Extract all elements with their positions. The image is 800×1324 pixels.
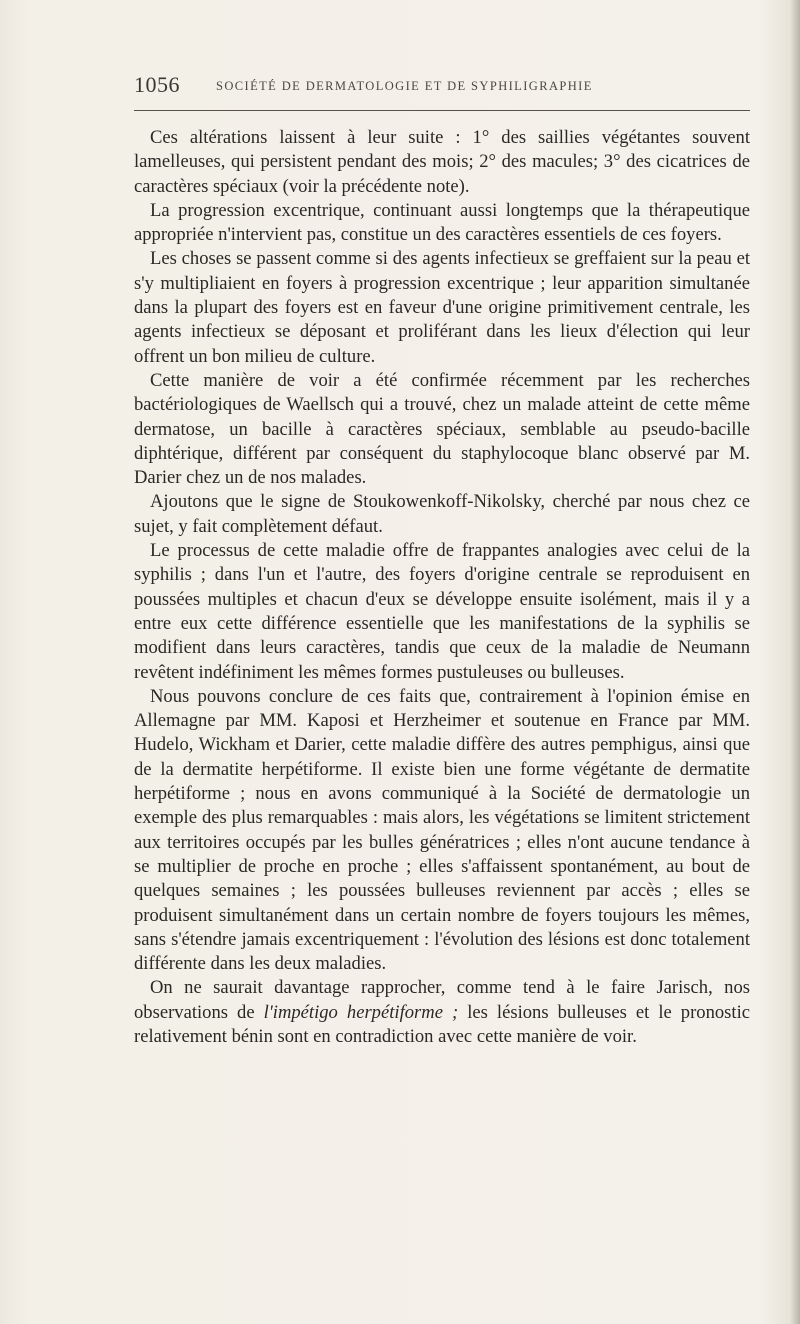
paragraph-8-start: On ne saurait davantage rapprocher, comme tend à le faire Jarisch, nos observations de — [134, 977, 750, 1023]
paragraph-8-end: les lésions bulleuses et le pronostic relativement bénin sont en contradiction avec cette manière de voir. — [134, 1001, 751, 1047]
paragraph-6: Le processus de cette maladie offre de frappantes analogies avec celui de la syphilis ; dans l'un et l'autre, des foyers d'origine centrale se reproduisent en poussées multiples et chacun d'eux se développe ensuite isolément, mais il y a entre eux cette différence essentielle que les manifestations de la syphilis se modifient dans leurs caractères, tandis que ceux de la maladie de Neumann revêtent indéfiniment les mêmes formes pustuleuses ou bulleuses. — [134, 540, 750, 683]
paragraph-1: Ces altérations laissent à leur suite : 1° des saillies végétantes souvent lamelleuses, qui persistent pendant des mois; 2° des macules; 3° des cicatrices de caractères spéciaux (voir la précédente note). — [134, 127, 750, 197]
running-head: SOCIÉTÉ DE DERMATOLOGIE ET DE SYPHILIGRAPHIE — [216, 79, 593, 93]
page-number: 1056 — [134, 72, 180, 97]
body-text — [134, 126, 750, 1049]
header-rule — [134, 110, 750, 111]
paragraph-8 — [134, 976, 750, 1049]
page-edge-shadow — [790, 0, 800, 1324]
paragraph-5: Ajoutons que le signe de Stoukowenkoff-Nikolsky, cherché par nous chez ce sujet, y fait complètement défaut. — [134, 491, 750, 537]
paragraph-2: La progression excentrique, continuant aussi longtemps que la thérapeutique appropriée n'intervient pas, constitue un des caractères essentiels de ces foyers. — [134, 199, 750, 246]
page-header — [134, 72, 750, 106]
paragraph-3: Les choses se passent comme si des agents infectieux se greffaient sur la peau et s'y multipliaient en foyers à progression excentrique ; leur apparition simultanée dans la plupart des foyers est en faveur d'une origine primitivement centrale, les agents infectieux se déposant et proliférant dans les lieux d'élection qui leur offrent un bon milieu de culture. — [134, 248, 750, 367]
paragraph-7: Nous pouvons conclure de ces faits que, contrairement à l'opinion émise en Allemagne par MM. Kaposi et Herzheimer et soutenue en France par MM. Hudelo, Wickham et Darier, cette maladie diffère des autres pemphigus, ainsi que de la dermatite herpétiforme. Il existe bien une forme végétante de dermatite herpétiforme ; nous en avons communiqué à la Société de dermatologie un exemple des plus remarquables : mais alors, les végétations se limitent strictement aux territoires occupés par les bulles génératrices ; elles n'ont aucune tendance à se multiplier de proche en proche ; elles s'affaissent spontanément, au bout de quelques semaines ; les poussées bulleuses reviennent par accès ; elles se produisent simultanément dans un certain nombre de foyers toujours les mêmes, sans s'étendre jamais excentriquement : l'évolution des lésions est donc totalement différente dans les deux maladies. — [134, 685, 750, 975]
paragraph-8-italic-term: l'impétigo herpétiforme ; — [263, 1001, 459, 1023]
paragraph-4: Cette manière de voir a été confirmée récemment par les recherches bactériologiques de Waellsch qui a trouvé, chez un malade atteint de cette même dermatose, un bacille à caractères spéciaux, semblable au pseudo-bacille diphtérique, différent par conséquent du staphylocoque blanc observé par M. Darier chez un de nos malades. — [134, 369, 750, 489]
